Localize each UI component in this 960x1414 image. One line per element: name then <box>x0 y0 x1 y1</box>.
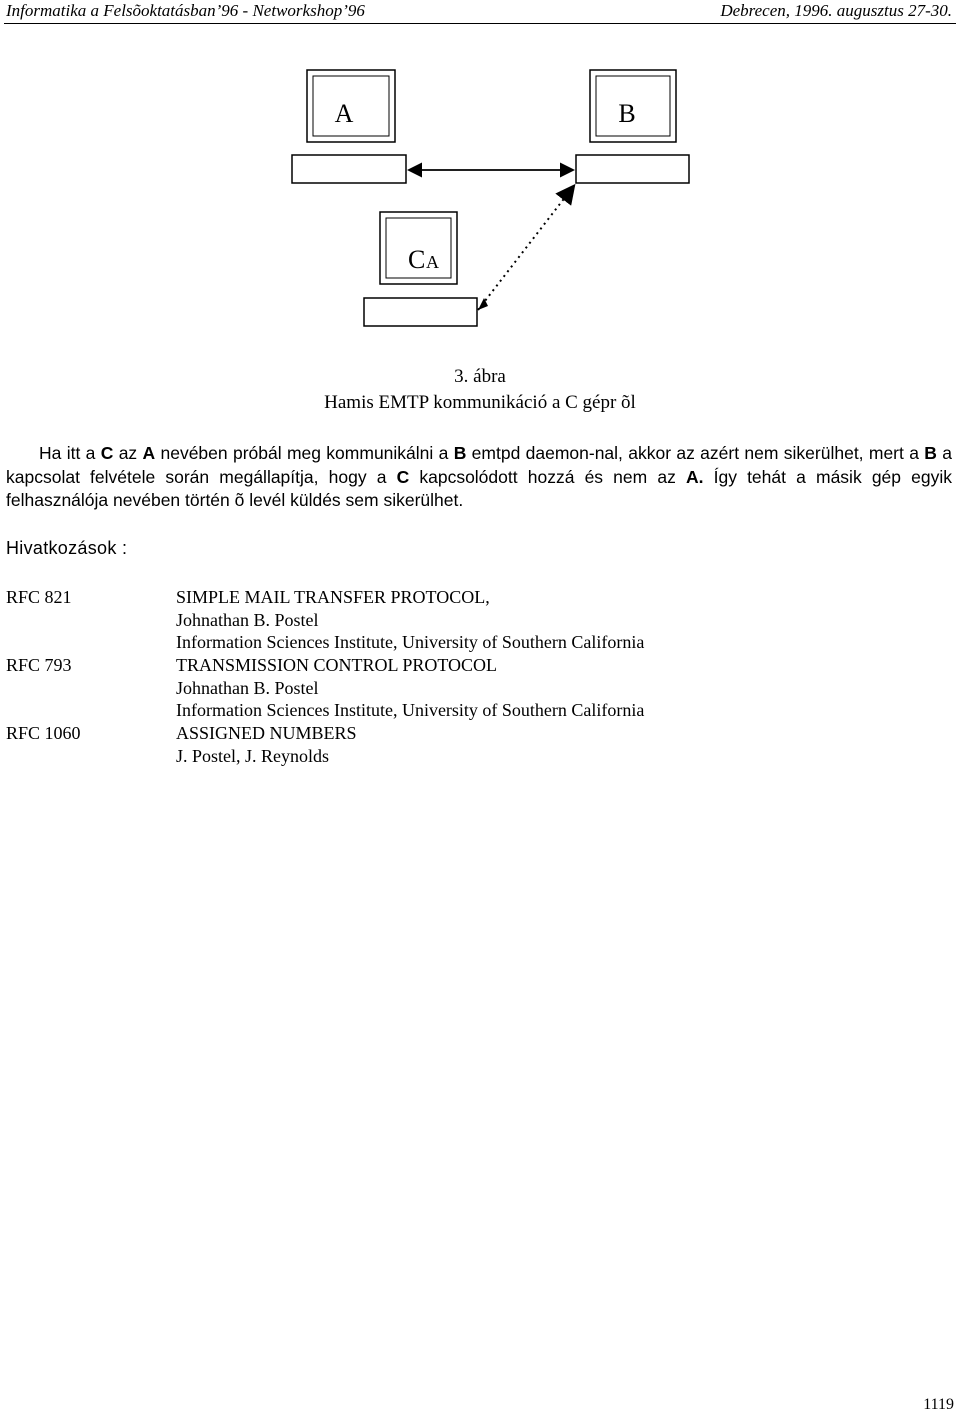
reference-title: ASSIGNED NUMBERS <box>176 723 357 743</box>
reference-label: RFC 821 <box>6 587 72 607</box>
reference-author: J. Postel, J. Reynolds <box>176 746 330 766</box>
reference-author: Johnathan B. Postel <box>176 610 319 630</box>
host-a-label: A <box>334 99 354 128</box>
reference-institution: Information Sciences Institute, University of Southern California <box>176 700 645 720</box>
page-number: 1119 <box>923 1396 954 1413</box>
reference-label: RFC 793 <box>6 655 72 675</box>
figure-number: 3. ábra <box>454 366 506 387</box>
host-b-keyboard <box>576 155 689 183</box>
reference-title: TRANSMISSION CONTROL PROTOCOL <box>176 655 498 675</box>
host-a <box>292 70 406 183</box>
body-paragraph: Ha itt a C az A nevében próbál meg kommunikálni a B emtpd daemon-nal, akkor az azért nem sikerülhet, mert a B a kapcsolat felvétele során megállapítja, hogy a C kapcsolódott hozzá és nem az A. Így tehát a másik gép egyik felhasználója nevében történ õ levél küldés sem sikerülhet. <box>6 443 952 510</box>
network-diagram <box>0 50 960 340</box>
host-a-keyboard <box>292 155 406 183</box>
host-c-label-main: C <box>408 245 426 274</box>
host-c <box>364 212 477 326</box>
reference-institution: Information Sciences Institute, University of Southern California <box>176 632 645 652</box>
page-header <box>0 0 960 22</box>
references-heading: Hivatkozások : <box>6 538 128 558</box>
header-divider <box>4 23 956 24</box>
host-c-keyboard <box>364 298 477 326</box>
header-location-date: Debrecen, 1996. augusztus 27-30. <box>720 1 952 20</box>
host-b-label: B <box>618 99 636 128</box>
reference-title: SIMPLE MAIL TRANSFER PROTOCOL, <box>176 587 490 607</box>
header-conference: Informatika a Felsõoktatásban’96 - Networkshop’96 <box>6 1 365 20</box>
spoofed-connection-c-b <box>478 187 573 310</box>
figure-caption: Hamis EMTP kommunikáció a C gépr õl <box>324 392 636 413</box>
reference-author: Johnathan B. Postel <box>176 678 319 698</box>
host-b <box>576 70 689 183</box>
reference-label: RFC 1060 <box>6 723 81 743</box>
host-c-label-sub: A <box>426 252 439 272</box>
